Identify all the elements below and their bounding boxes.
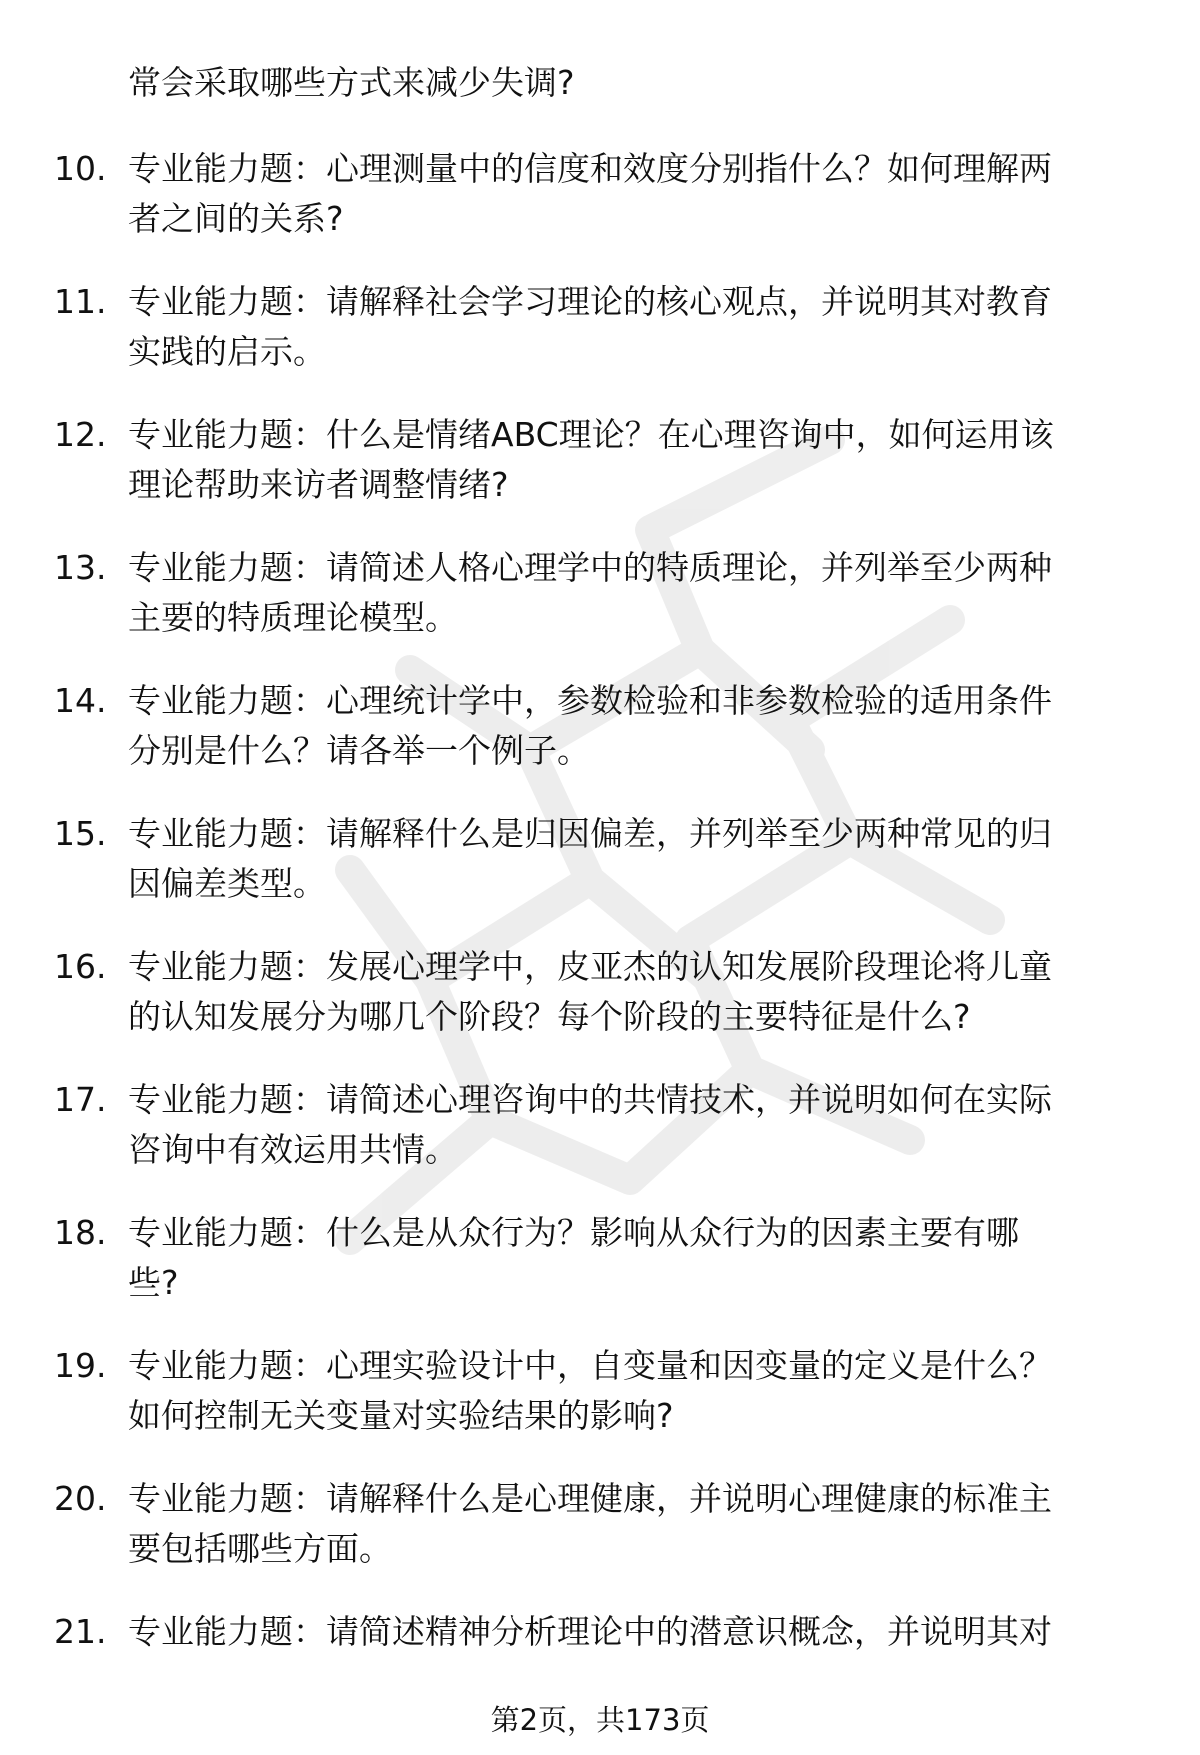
question-text bbox=[128, 543, 1138, 643]
question-line: 专业能力题：心理统计学中，参数检验和非参数检验的适用条件 bbox=[128, 681, 1052, 720]
question-number: 15. bbox=[54, 814, 107, 853]
question-item bbox=[0, 144, 1200, 277]
question-line: 者之间的关系? bbox=[128, 199, 344, 238]
question-text bbox=[128, 1474, 1138, 1574]
question-text bbox=[128, 1341, 1138, 1441]
question-item bbox=[0, 809, 1200, 942]
question-text bbox=[128, 1607, 1138, 1657]
question-number: 12. bbox=[54, 415, 107, 454]
question-line: 些? bbox=[128, 1263, 179, 1302]
question-number: 14. bbox=[54, 681, 107, 720]
question-line: 专业能力题：请解释社会学习理论的核心观点，并说明其对教育 bbox=[128, 282, 1052, 321]
question-item bbox=[0, 942, 1200, 1075]
continuation-line: 常会采取哪些方式来减少失调? bbox=[128, 63, 575, 102]
page-footer: 第2页，共173页 bbox=[490, 1703, 710, 1737]
question-number: 17. bbox=[54, 1080, 107, 1119]
question-line: 专业能力题：请解释什么是心理健康，并说明心理健康的标准主 bbox=[128, 1479, 1052, 1518]
question-text bbox=[128, 410, 1138, 510]
question-list bbox=[0, 144, 1200, 1740]
question-line: 因偏差类型。 bbox=[128, 864, 326, 903]
question-item bbox=[0, 410, 1200, 543]
question-line: 分别是什么？请各举一个例子。 bbox=[128, 731, 590, 770]
question-number: 18. bbox=[54, 1213, 107, 1252]
question-text bbox=[128, 1075, 1138, 1175]
question-line: 专业能力题：请解释什么是归因偏差，并列举至少两种常见的归 bbox=[128, 814, 1052, 853]
question-line: 咨询中有效运用共情。 bbox=[128, 1130, 458, 1169]
question-number: 20. bbox=[54, 1479, 107, 1518]
question-item bbox=[0, 277, 1200, 410]
question-item bbox=[0, 1341, 1200, 1474]
question-line: 专业能力题：请简述心理咨询中的共情技术，并说明如何在实际 bbox=[128, 1080, 1052, 1119]
question-number: 21. bbox=[54, 1612, 107, 1651]
question-line: 专业能力题：心理测量中的信度和效度分别指什么？如何理解两 bbox=[128, 149, 1052, 188]
question-line: 专业能力题：请简述人格心理学中的特质理论，并列举至少两种 bbox=[128, 548, 1052, 587]
question-line: 要包括哪些方面。 bbox=[128, 1529, 392, 1568]
question-text bbox=[128, 1208, 1138, 1308]
question-line: 专业能力题：请简述精神分析理论中的潜意识概念，并说明其对 bbox=[128, 1612, 1052, 1651]
question-item bbox=[0, 1208, 1200, 1341]
question-line: 专业能力题：发展心理学中，皮亚杰的认知发展阶段理论将儿童 bbox=[128, 947, 1052, 986]
question-number: 16. bbox=[54, 947, 107, 986]
question-line: 专业能力题：什么是从众行为？影响从众行为的因素主要有哪 bbox=[128, 1213, 1019, 1252]
question-text bbox=[128, 277, 1138, 377]
question-line: 如何控制无关变量对实验结果的影响? bbox=[128, 1396, 674, 1435]
question-item bbox=[0, 1075, 1200, 1208]
question-text bbox=[128, 809, 1138, 909]
question-line: 的认知发展分为哪几个阶段？每个阶段的主要特征是什么? bbox=[128, 997, 971, 1036]
question-item bbox=[0, 1474, 1200, 1607]
question-number: 19. bbox=[54, 1346, 107, 1385]
question-item bbox=[0, 543, 1200, 676]
question-number: 13. bbox=[54, 548, 107, 587]
question-line: 主要的特质理论模型。 bbox=[128, 598, 458, 637]
question-text bbox=[128, 144, 1138, 244]
question-item bbox=[0, 676, 1200, 809]
question-line: 专业能力题：什么是情绪ABC理论？在心理咨询中，如何运用该 bbox=[128, 415, 1054, 454]
question-line: 实践的启示。 bbox=[128, 332, 326, 371]
question-text bbox=[128, 676, 1138, 776]
question-text bbox=[128, 942, 1138, 1042]
question-number: 10. bbox=[54, 149, 107, 188]
question-line: 理论帮助来访者调整情绪? bbox=[128, 465, 509, 504]
question-number: 11. bbox=[54, 282, 107, 321]
question-line: 专业能力题：心理实验设计中，自变量和因变量的定义是什么？ bbox=[128, 1346, 1052, 1385]
